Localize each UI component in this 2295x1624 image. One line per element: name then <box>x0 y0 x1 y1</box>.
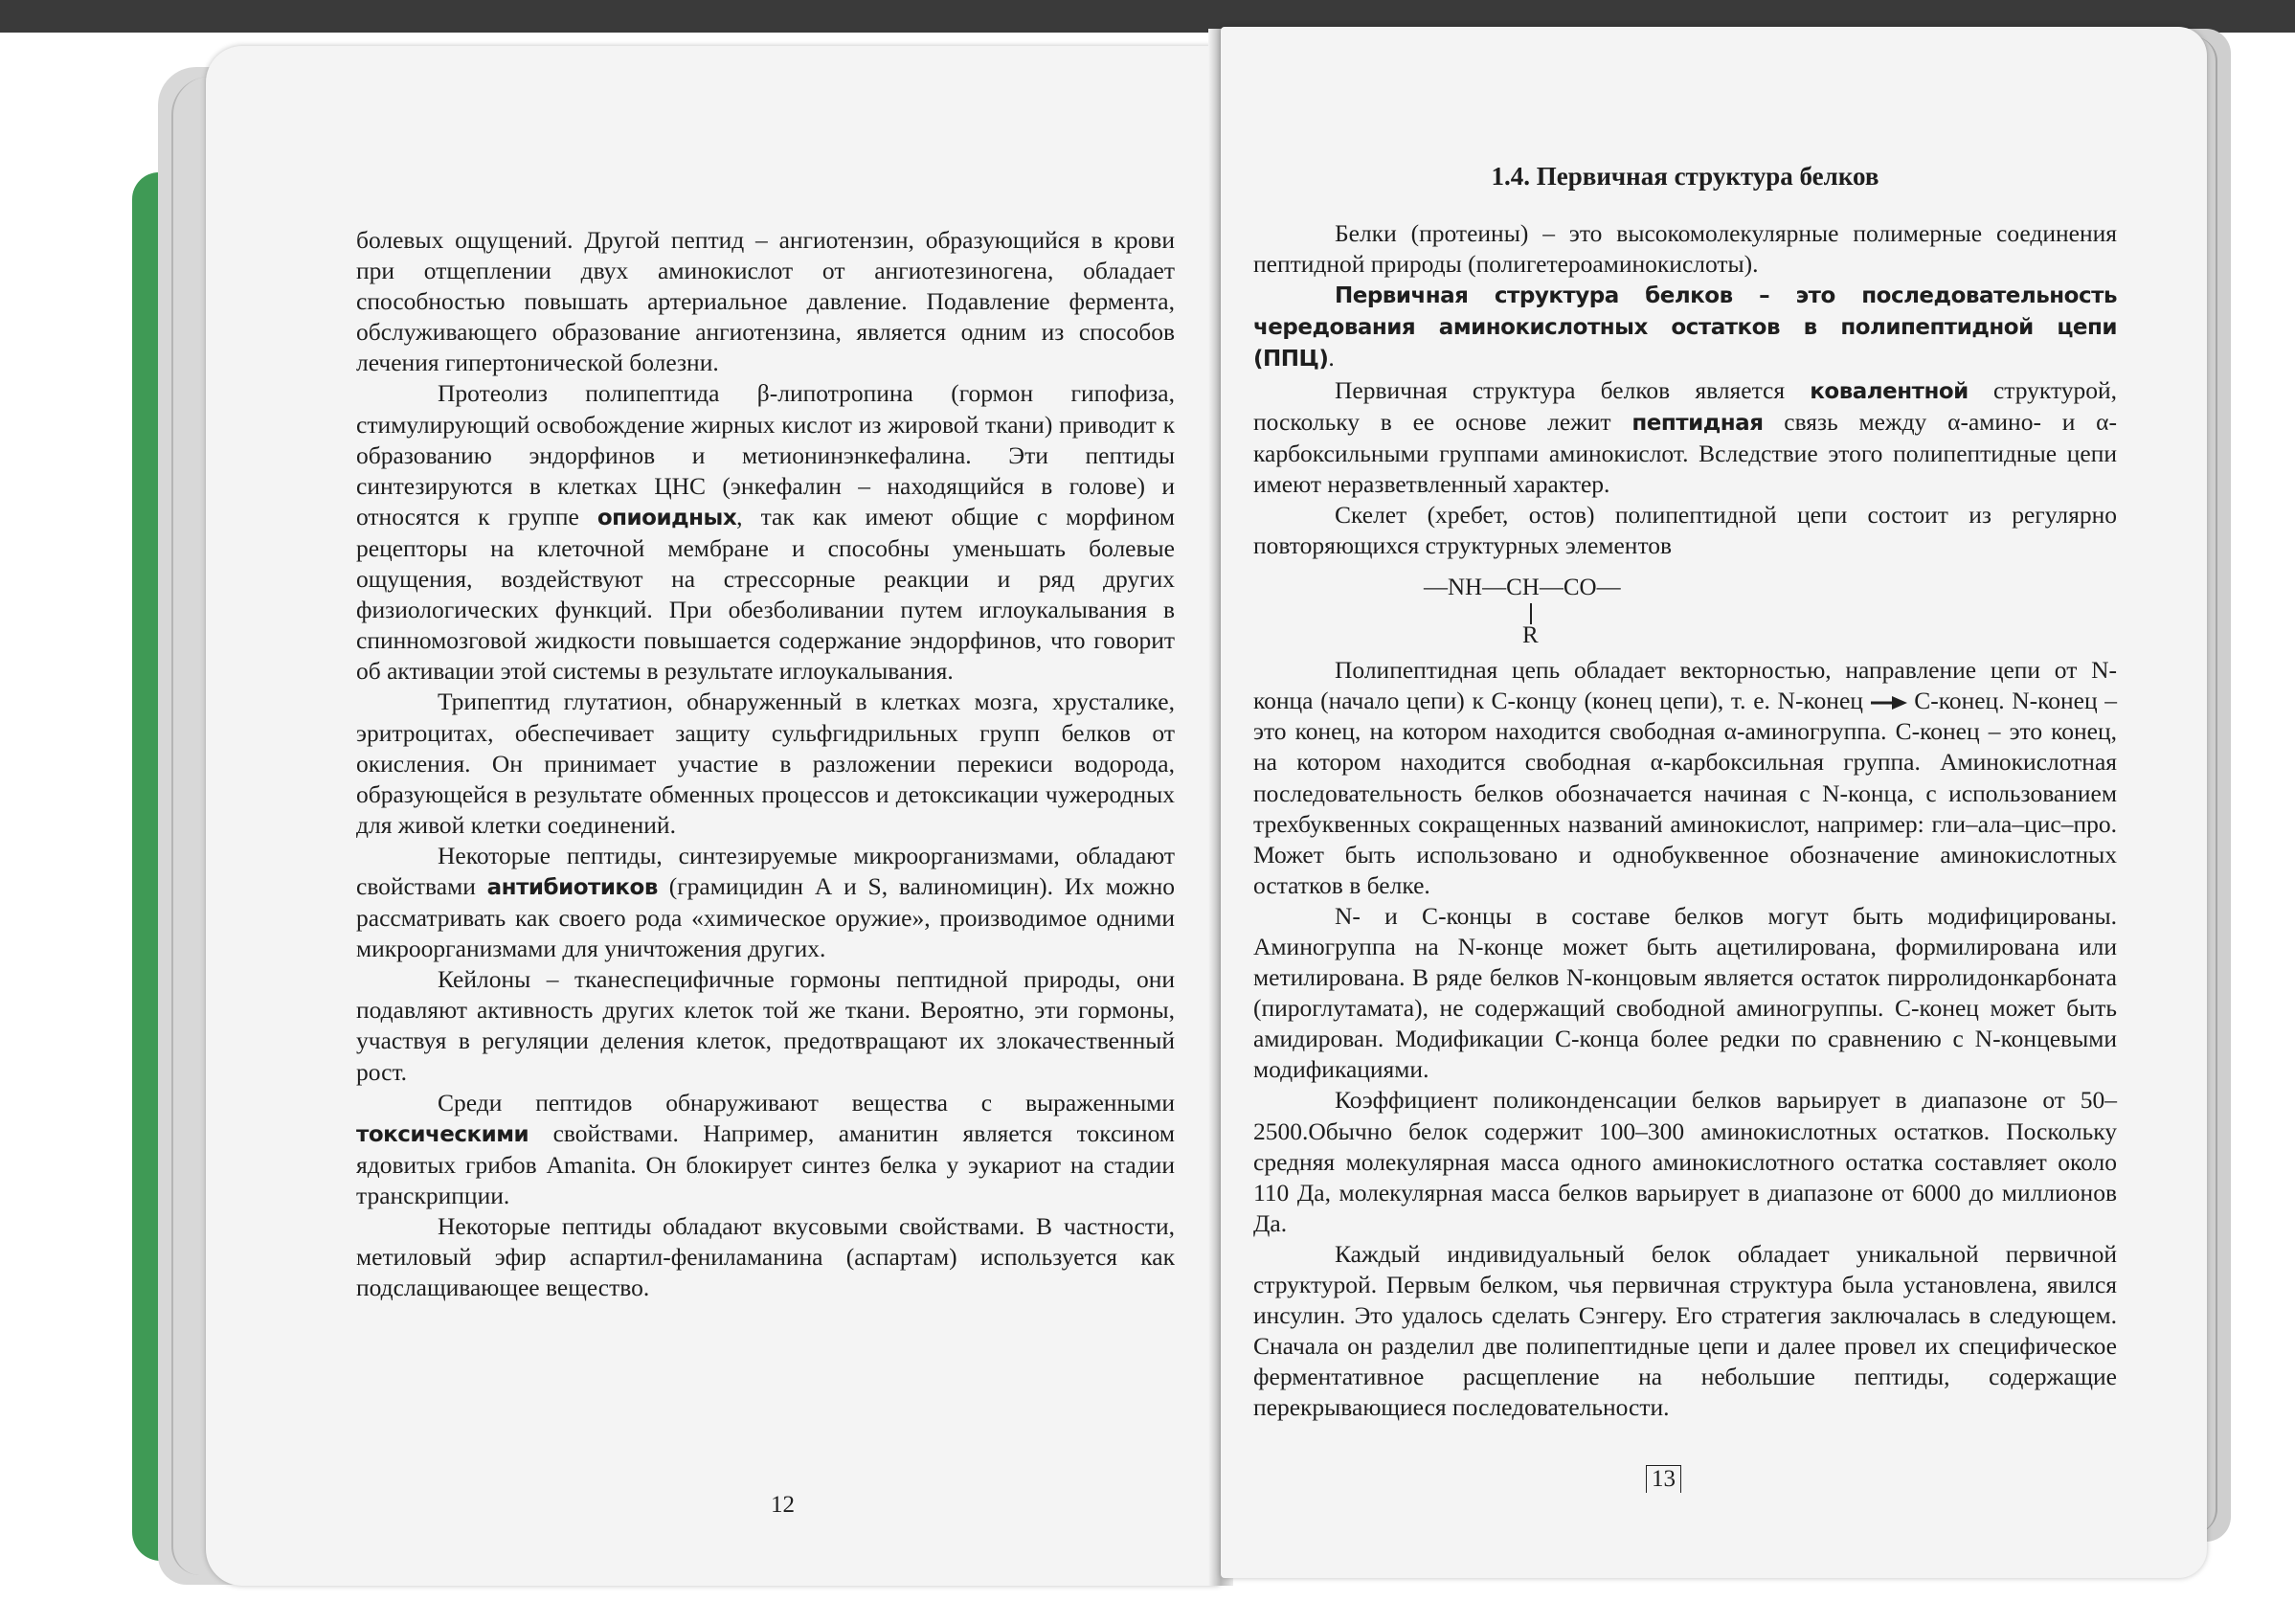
right-page-text <box>1253 161 2117 1423</box>
paragraph: Скелет (хребет, остов) полипептидной цепи состоит из регулярно повторяющихся структурных элементов <box>1253 500 2117 560</box>
arrow-right-icon <box>1871 696 1907 710</box>
paragraph: Первичная структура белков – это последовательность чередования аминокислотных остатков в полипептидной цепи (ППЦ). <box>1253 283 2117 372</box>
bold-term: опиоидных <box>596 505 737 530</box>
paragraph: Некоторые пептиды обладают вкусовыми свойствами. В частности, метиловый эфир аспартил-фениламанина (аспартам) используется как подслащивающее вещество. <box>356 1212 1175 1302</box>
formula-chain: —NH—CH—CO— <box>1424 575 1621 601</box>
paragraph: N- и С-концы в составе белков могут быть модифицированы. Аминогруппа на N-конце может быть ацетилирована, формилирована или метилирована. В ряде белков N-концовым является остаток пирролидонкарбоната (пироглутамата), не содержащий свободной аминогруппы. С-конец может быть амидирован. Модификации С-конца более редки по сравнению с N-концевыми модификациями. <box>1253 901 2117 1084</box>
paragraph: Полипептидная цепь обладает векторностью, направление цепи от N-конца (начало цепи) к С-концу (конец цепи), т. е. N-конец С-конец. N-конец – это конец, на котором находится свободная α-аминогруппа. С-конец – это конец, на котором находится свободная α-карбоксильная группа. Аминокислотная последовательность белков обозначается начиная с N-конца, с использованием трехбуквенных сокращенных названий аминокислот, например: гли–ала–цис–про. Может быть использовано и однобуквенное обозначение аминокислотных остатков в белке. <box>1253 656 2118 899</box>
paragraph: Среди пептидов обнаруживают вещества с выраженными токсическими свойствами. Например, аманитин является токсином ядовитых грибов Amanita. Он блокирует синтез белка у эукариот на стадии транскрипции. <box>356 1088 1175 1209</box>
page-number: 12 <box>771 1492 795 1518</box>
paragraph: Белки (протеины) – это высокомолекулярные полимерные соединения пептидной природы (полигетероаминокислоты). <box>1253 219 2117 279</box>
formula-radical: R <box>1522 622 1539 649</box>
paragraph: Некоторые пептиды, синтезируемые микроорганизмами, обладают свойствами антибиотиков (грамицидин А и S, валиномицин). Их можно рассматривать как своего рода «химическое оружие», производимое одними микроорганизмами для уничтожения других. <box>356 841 1176 963</box>
right-page <box>1221 27 2207 1578</box>
left-page <box>206 46 1221 1586</box>
bold-term: ковалентной <box>1810 378 1969 404</box>
bold-term: пептидная <box>1631 410 1764 436</box>
paragraph: болевых ощущений. Другой пептид – ангиотензин, образующийся в крови при отщеплении двух аминокислот от ангиотезиногена, обладает способностью повышать артериальное давление. Подавление фермента, обслуживающего образование ангиотензина, является одним из способов лечения гипертонической болезни. <box>356 226 1175 377</box>
peptide-formula <box>1253 561 2117 655</box>
bold-term: токсическими <box>356 1121 529 1147</box>
section-heading: 1.4. Первичная структура белков <box>1491 162 1879 191</box>
paragraph: Кейлоны – тканеспецифичные гормоны пептидной природы, они подавляют активность других клеток той же ткани. Вероятно, эти гормоны, участвуя в регуляции деления клеток, предотвращают их злокачественный рост. <box>356 965 1175 1086</box>
bold-term: антибиотиков <box>486 874 658 900</box>
definition: Первичная структура белков – это последовательность чередования аминокислотных остатков в полипептидной цепи (ППЦ) <box>1253 283 2117 372</box>
page-number: 13 <box>1646 1465 1681 1493</box>
paragraph: Протеолиз полипептида β-липотропина (гормон гипофиза, стимулирующий освобождение жирных кислот из жировой ткани) приводит к образованию эндорфинов и метионинэнкефалина. Эти пептиды синтезируются в клетках ЦНС (энкефалин – находящийся в голове) и относятся к группе опиоидных, так как имеют общие с морфином рецепторы на клеточной мембране и способны уменьшать болевые ощущения, воздействуют на стрессорные реакции и ряд других физиологических функций. При обезболивании путем иглоукалывания в спинномозговой жидкости повышается содержание эндорфинов, что говорит об активации этой системы в результате иглоукалывания. <box>356 379 1176 686</box>
paragraph: Трипептид глутатион, обнаруженный в клетках мозга, хрусталике, эритроцитах, обеспечивает защиту сульфгидрильных групп белков от окисления. Он принимает участие в разложении перекиси водорода, образующейся в результате обменных процессов и детоксикации чужеродных для живой клетки соединений. <box>356 688 1175 839</box>
paragraph: Коэффициент поликонденсации белков варьирует в диапазоне от 50–2500.Обычно белок содержит 100–300 аминокислотных остатков. Поскольку средняя молекулярная масса одного аминокислотного остатка составляет около 110 Да, молекулярная масса белков варьирует в диапазоне от 6000 до миллионов Да. <box>1253 1086 2117 1237</box>
paragraph: Первичная структура белков является ковалентной структурой, поскольку в ее основе лежит пептидная связь между α-амино- и α-карбоксильными группами аминокислот. Вследствие этого полипептидные цепи имеют неразветвленный характер. <box>1253 375 2118 498</box>
left-page-text <box>356 225 1175 1303</box>
paragraph: Каждый индивидуальный белок обладает уникальной первичной структурой. Первым белком, чья первичная структура была установлена, явился инсулин. Это удалось сделать Сэнгеру. Его стратегия заключалась в следующем. Сначала он разделил две полипептидные цепи и далее провел их специфическое ферментативное расщепление на небольшие пептиды, содержащие перекрывающиеся последовательности. <box>1253 1239 2117 1422</box>
